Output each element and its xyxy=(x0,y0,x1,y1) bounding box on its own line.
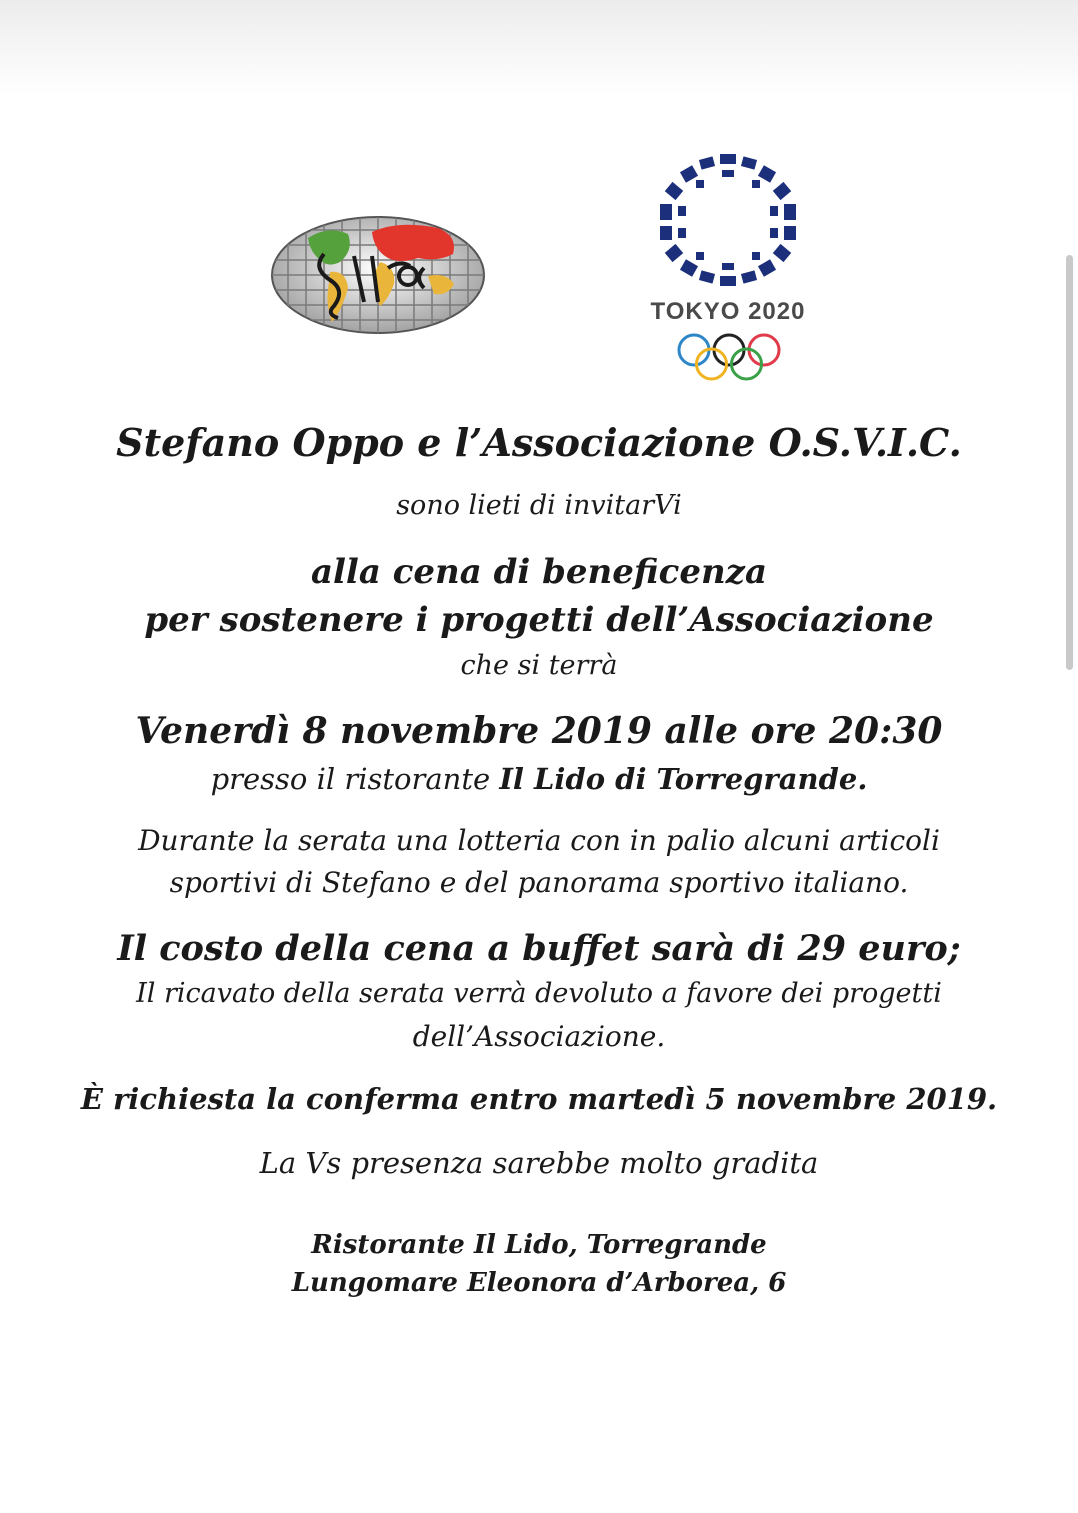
proceeds-line-2: dell’Associazione. xyxy=(412,1020,666,1053)
event-line-2: per sostenere i progetti dell’Associazione xyxy=(144,600,934,640)
tokyo-2020-title: TOKYO 2020 xyxy=(650,298,806,325)
invite-line: sono lieti di invitarVi xyxy=(396,490,682,521)
host-heading: Stefano Oppo e l’Associazione O.S.V.I.C. xyxy=(116,420,962,465)
venue-line xyxy=(0,762,1078,796)
top-shade xyxy=(0,0,1078,95)
rsvp-line: È richiesta la conferma entro martedì 5 novembre 2019. xyxy=(80,1082,998,1116)
tokyo-2020-logo xyxy=(648,150,808,385)
osvic-logo xyxy=(268,210,488,340)
event-line-1: alla cena di beneficenza xyxy=(310,552,768,592)
lottery-line-2: sportivi di Stefano e del panorama sportivo italiano. xyxy=(169,866,909,899)
tokyo-emblem-icon xyxy=(648,150,808,290)
venue-prefix: presso il ristorante xyxy=(210,762,500,796)
address-line-2: Lungomare Eleonora d’Arborea, 6 xyxy=(291,1268,787,1298)
address-line-1: Ristorante Il Lido, Torregrande xyxy=(311,1230,767,1260)
lottery-line-1: Durante la serata una lotteria con in palio alcuni articoli xyxy=(138,824,940,857)
cost-line: Il costo della cena a buffet sarà di 29 euro; xyxy=(117,928,961,969)
welcome-line: La Vs presenza sarebbe molto gradita xyxy=(259,1146,819,1180)
proceeds-line-1: Il ricavato della serata verrà devoluto a favore dei progetti xyxy=(136,978,942,1009)
venue-name: Il Lido di Torregrande. xyxy=(499,762,868,796)
will-be-held-line: che si terrà xyxy=(460,650,618,681)
olympic-rings-icon xyxy=(676,332,782,384)
event-date: Venerdì 8 novembre 2019 alle ore 20:30 xyxy=(135,710,943,752)
osvic-globe-icon xyxy=(268,210,488,340)
